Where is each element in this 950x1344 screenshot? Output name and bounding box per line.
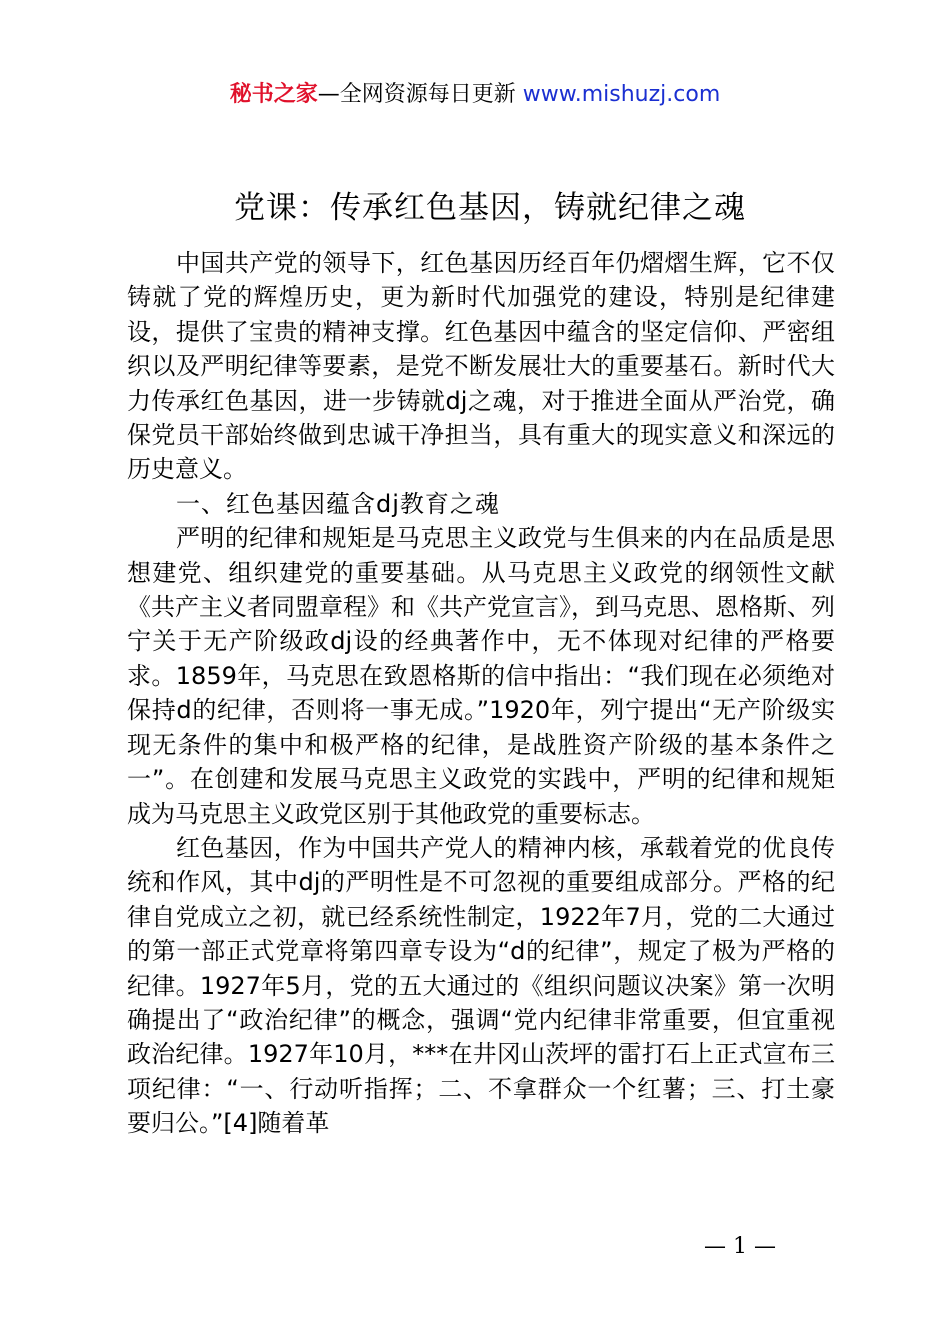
paragraph: 红色基因，作为中国共产党人的精神内核，承载着党的优良传统和作风，其中dj的严明性是不可忽视的重要组成部分。严格的纪律自党成立之初，就已经系统性制定，1922年7月，党的二大通过的第一部正式党章将第四章专设为“d的纪律”，规定了极为严格的纪律。1927年5月，党的五大通过的《组织问题议决案》第一次明确提出了“政治纪律”的概念，强调“党内纪律非常重要，但宜重视政治纪律。1927年10月，***在井冈山茨坪的雷打石上正式宣布三项纪律：“一、行动听指挥；二、不拿群众一个红薯；三、打土豪要归公。”[4]随着革 <box>127 833 835 1138</box>
document-body <box>127 246 835 1141</box>
site-header <box>0 78 950 112</box>
site-tagline: —全网资源每日更新 <box>317 82 523 107</box>
paragraph: 严明的纪律和规矩是马克思主义政党与生俱来的内在品质是思想建党、组织建党的重要基础。从马克思主义政党的纲领性文献《共产主义者同盟章程》和《共产党宣言》，到马克思、恩格斯、列宁关于无产阶级政dj设的经典著作中，无不体现对纪律的严格要求。1859年，马克思在致恩格斯的信中指出：“我们现在必须绝对保持d的纪律，否则将一事无成。”1920年，列宁提出“无产阶级实现无条件的集中和极严格的纪律，是战胜资产阶级的基本条件之一”。在创建和发展马克思主义政党的实践中，严明的纪律和规矩成为马克思主义政党区别于其他政党的重要标志。 <box>127 524 835 828</box>
site-brand: 秘书之家 <box>229 82 318 107</box>
document-title: 党课：传承红色基因，铸就纪律之魂 <box>234 190 746 226</box>
site-url[interactable]: www.mishuzj.com <box>522 82 721 107</box>
page-number: — 1 — <box>704 1234 776 1259</box>
paragraph-intro: 中国共产党的领导下，红色基因历经百年仍熠熠生辉，它不仅铸就了党的辉煌历史，更为新时代加强党的建设，特别是纪律建设，提供了宝贵的精神支撑。红色基因中蕴含的坚定信仰、严密组织以及严明纪律等要素，是党不断发展壮大的重要基石。新时代大力传承红色基因，进一步铸就dj之魂，对于推进全面从严治党，确保党员干部始终做到忠诚干净担当，具有重大的现实意义和深远的历史意义。 <box>127 249 835 484</box>
section-heading: 一、红色基因蕴含dj教育之魂 <box>176 489 500 518</box>
